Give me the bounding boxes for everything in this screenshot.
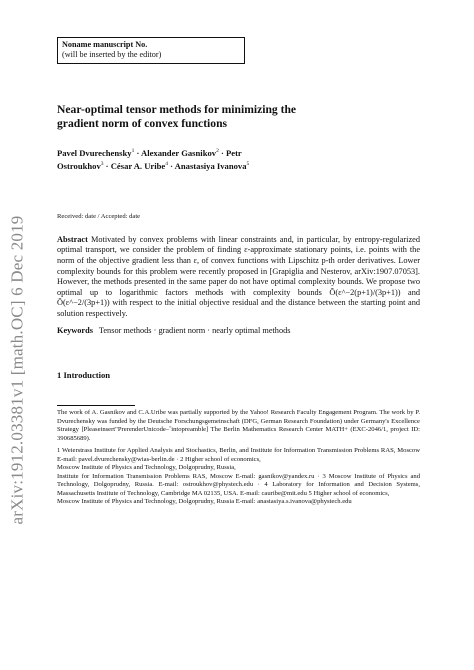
author-separator: · [167,161,175,172]
author-separator: · [134,147,142,158]
received-date-line: Received: date / Accepted: date [57,212,141,220]
keywords-text: Tensor methods · gradient norm · nearly optimal methods [98,326,291,336]
author-name: Anastasiya Ivanova [174,161,247,172]
author-name: César A. Uribe [110,161,166,172]
author-name: Alexander Gasnikov [141,147,217,158]
author-separator: · [218,147,226,158]
affiliation-text: 1 Weierstrass Institute for Applied Analysis and Stochastics, Berlin, and Institute for Information Transmission Problems RAS, Moscow E-mail: pavel.dvurechensky@wias-berlin.de · 2 Higher school of economics, [57,447,420,463]
manuscript-number: Noname manuscript No. [62,40,148,49]
keywords [57,326,420,337]
affiliation-mark: 2 [216,148,219,154]
author-name: Petr Ostroukhov [57,147,242,172]
affiliation-text: Institute for Information Transmission Problems RAS, Moscow E-mail: gasnikov@yandex.ru · 3 Moscow Institute of Physics and Technology, Dolgoprudny, Russia. E-mail: ostroukhov@phystech.edu · 4 Laboratory for Information and Decision Systems, Massachusetts Institute of Technology, Cambridge MA 02135, USA. E-mail: cauribe@mit.edu 5 Higher school of economics, [57,472,420,497]
affiliation-text: Moscow Institute of Physics and Technology, Dolgoprudny, Russia, [57,464,236,471]
author-name: Pavel Dvurechensky [57,147,132,158]
funding-footnote [57,409,420,443]
funding-text: The work of A. Gasnikov and C.A.Uribe was partially supported by the Yahoo! Research Faculty Engagement Program. The work by P. Dvurechensky was funded by the Deutsche Forschungsgemeinschaft (DFG, German Research Foundation) under Germany's Excellence Strategy [Pleaseinsert"PrerenderUnicode–˝intopreamble] The Berlin Mathematics Research Center MATH+ (EXC-2046/1, project ID: 390685689). [57,409,420,442]
footnote-divider [57,405,135,406]
affiliation-text: Moscow Institute of Physics and Technology, Dolgoprudny, Russia E-mail: anastasiya.s.ivanova@phystech.edu [57,498,352,505]
affiliation-mark: 1 [131,148,135,154]
arxiv-stamp [2,180,34,560]
footnotes [57,405,420,511]
arxiv-identifier: arXiv:1912.03381v1 [math.OC] 6 Dec 2019 [8,215,27,525]
keywords-label: Keywords [57,326,93,336]
paper-front-matter [57,37,420,381]
abstract-label: Abstract [57,234,88,244]
affiliation-mark: 5 [246,161,250,168]
affiliation-mark: 3 [100,161,104,168]
abstract-text: Motivated by convex problems with linear constraints and, in particular, by entropy-regularized optimal transport, we consider the problem of finding ε-approximate stationary points, i.e. points with the norm of the objective gradient less than ε, of convex functions with Lipschitz p-th order derivatives. Lower complexity bounds for this problem were recently proposed in [Grapiglia and Nesterov, arXiv:1907.07053]. However, the methods presented in the same paper do not have optimal complexity bounds. We propose two optimal up to logarithmic factors methods with complexity bounds Õ(ε^−2(p+1)/(3p+1)) and Õ(ε^−2/(3p+1)) with respect to the initial objective residual and the distance between the starting point and solution respectively. [57,234,421,318]
affiliation-footnotes [57,447,420,507]
paper-title: Near-optimal tensor methods for minimizing the gradient norm of convex functions [57,103,297,130]
manuscript-notice-box [57,37,245,64]
abstract [57,235,420,320]
manuscript-editor-note: (will be inserted by the editor) [62,50,162,59]
author-list [57,146,267,173]
affiliation-mark: 4 [165,161,168,168]
author-separator: · [103,161,111,172]
section-heading-introduction: 1 Introduction [57,370,111,381]
